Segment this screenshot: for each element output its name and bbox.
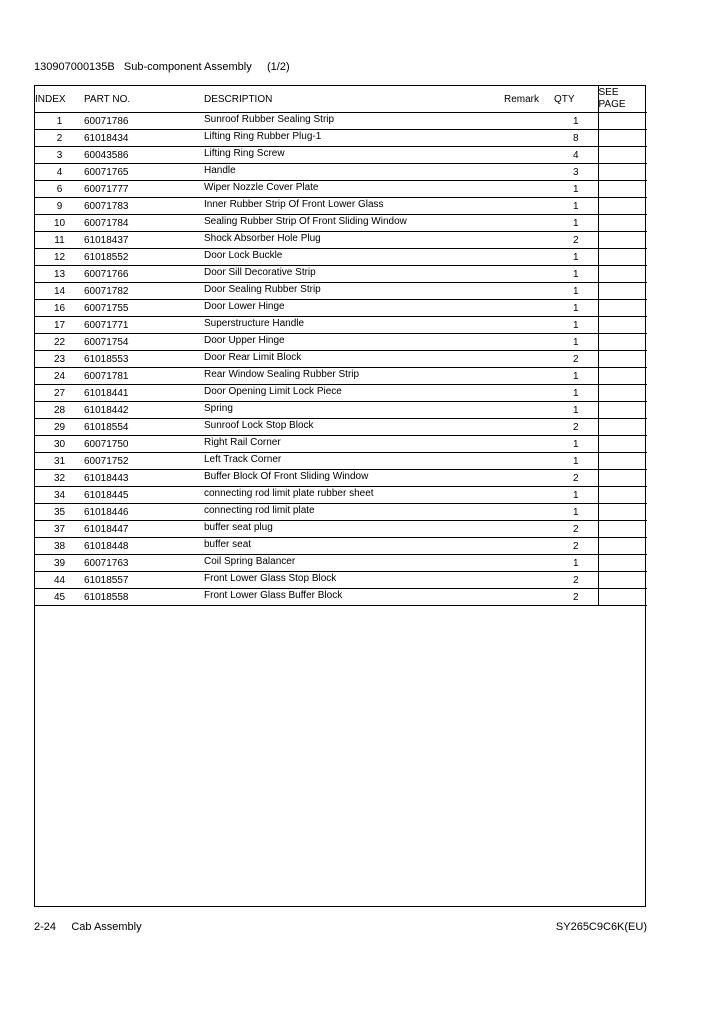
cell-remark bbox=[504, 419, 554, 436]
doc-number: 130907000135B bbox=[34, 61, 115, 73]
cell-qty: 1 bbox=[554, 181, 598, 198]
cell-see-page bbox=[598, 555, 647, 572]
table-row bbox=[35, 113, 647, 130]
cell-remark bbox=[504, 130, 554, 147]
table-row bbox=[35, 147, 647, 164]
cell-remark bbox=[504, 249, 554, 266]
cell-part-no: 61018445 bbox=[84, 487, 204, 504]
cell-index: 38 bbox=[35, 538, 84, 555]
cell-see-page bbox=[598, 164, 647, 181]
description-text: Sealing Rubber Strip Of Front Sliding Window bbox=[204, 215, 407, 227]
cell-description bbox=[204, 538, 504, 555]
cell-description bbox=[204, 334, 504, 351]
description-text: Door Rear Limit Block bbox=[204, 351, 302, 363]
cell-qty: 1 bbox=[554, 368, 598, 385]
description-text: Lifting Ring Rubber Plug-1 bbox=[204, 130, 322, 142]
cell-index: 28 bbox=[35, 402, 84, 419]
cell-description bbox=[204, 589, 504, 606]
cell-part-no: 60071777 bbox=[84, 181, 204, 198]
cell-see-page bbox=[598, 453, 647, 470]
cell-qty: 1 bbox=[554, 283, 598, 300]
cell-remark bbox=[504, 317, 554, 334]
description-text: Door Lock Buckle bbox=[204, 249, 283, 261]
see-label: SEE bbox=[598, 87, 619, 98]
description-text: Rear Window Sealing Rubber Strip bbox=[204, 368, 360, 380]
table-row bbox=[35, 436, 647, 453]
cell-index: 6 bbox=[35, 181, 84, 198]
cell-qty: 3 bbox=[554, 164, 598, 181]
cell-part-no: 60071763 bbox=[84, 555, 204, 572]
column-header-see-page bbox=[598, 86, 647, 113]
cell-see-page bbox=[598, 147, 647, 164]
table-row bbox=[35, 130, 647, 147]
cell-part-no: 61018437 bbox=[84, 232, 204, 249]
cell-description bbox=[204, 130, 504, 147]
cell-qty: 2 bbox=[554, 521, 598, 538]
cell-see-page bbox=[598, 521, 647, 538]
page-number: 2-24 bbox=[34, 921, 57, 933]
table-row bbox=[35, 504, 647, 521]
cell-index: 3 bbox=[35, 147, 84, 164]
cell-index: 17 bbox=[35, 317, 84, 334]
cell-index: 32 bbox=[35, 470, 84, 487]
footer-left bbox=[34, 921, 142, 933]
cell-see-page bbox=[598, 317, 647, 334]
cell-part-no: 61018434 bbox=[84, 130, 204, 147]
cell-qty: 1 bbox=[554, 334, 598, 351]
cell-remark bbox=[504, 164, 554, 181]
cell-see-page bbox=[598, 470, 647, 487]
cell-part-no: 61018558 bbox=[84, 589, 204, 606]
cell-see-page bbox=[598, 538, 647, 555]
description-text: Sunroof Lock Stop Block bbox=[204, 419, 314, 431]
cell-description bbox=[204, 351, 504, 368]
description-text: Door Sealing Rubber Strip bbox=[204, 283, 321, 295]
description-text: Wiper Nozzle Cover Plate bbox=[204, 181, 319, 193]
cell-see-page bbox=[598, 589, 647, 606]
cell-qty: 2 bbox=[554, 538, 598, 555]
cell-qty: 2 bbox=[554, 419, 598, 436]
description-text: connecting rod limit plate bbox=[204, 504, 315, 516]
cell-remark bbox=[504, 283, 554, 300]
table-row bbox=[35, 351, 647, 368]
cell-see-page bbox=[598, 130, 647, 147]
cell-remark bbox=[504, 385, 554, 402]
description-text: Sunroof Rubber Sealing Strip bbox=[204, 113, 335, 125]
table-row bbox=[35, 317, 647, 334]
cell-part-no: 60071786 bbox=[84, 113, 204, 130]
cell-qty: 1 bbox=[554, 215, 598, 232]
cell-qty: 1 bbox=[554, 436, 598, 453]
description-text: Superstructure Handle bbox=[204, 317, 305, 329]
cell-description bbox=[204, 317, 504, 334]
cell-part-no: 61018447 bbox=[84, 521, 204, 538]
cell-part-no: 61018442 bbox=[84, 402, 204, 419]
assembly-name: Sub-component Assembly bbox=[123, 61, 252, 73]
cell-remark bbox=[504, 402, 554, 419]
cell-remark bbox=[504, 266, 554, 283]
table-row bbox=[35, 453, 647, 470]
cell-remark bbox=[504, 232, 554, 249]
table-row bbox=[35, 164, 647, 181]
cell-description bbox=[204, 504, 504, 521]
cell-part-no: 60071750 bbox=[84, 436, 204, 453]
cell-qty: 8 bbox=[554, 130, 598, 147]
table-row bbox=[35, 215, 647, 232]
cell-qty: 1 bbox=[554, 249, 598, 266]
table-row bbox=[35, 266, 647, 283]
cell-index: 23 bbox=[35, 351, 84, 368]
cell-part-no: 61018553 bbox=[84, 351, 204, 368]
cell-remark bbox=[504, 487, 554, 504]
cell-see-page bbox=[598, 351, 647, 368]
description-text: Door Upper Hinge bbox=[204, 334, 285, 346]
cell-remark bbox=[504, 436, 554, 453]
description-text: buffer seat bbox=[204, 538, 252, 550]
cell-qty: 2 bbox=[554, 351, 598, 368]
cell-part-no: 60071752 bbox=[84, 453, 204, 470]
cell-description bbox=[204, 368, 504, 385]
cell-index: 37 bbox=[35, 521, 84, 538]
cell-see-page bbox=[598, 368, 647, 385]
cell-index: 11 bbox=[35, 232, 84, 249]
document-header bbox=[34, 61, 290, 73]
table-row bbox=[35, 385, 647, 402]
cell-qty: 1 bbox=[554, 504, 598, 521]
cell-part-no: 60071784 bbox=[84, 215, 204, 232]
cell-description bbox=[204, 555, 504, 572]
cell-see-page bbox=[598, 181, 647, 198]
cell-index: 44 bbox=[35, 572, 84, 589]
cell-description bbox=[204, 215, 504, 232]
cell-description bbox=[204, 385, 504, 402]
cell-description bbox=[204, 181, 504, 198]
cell-remark bbox=[504, 181, 554, 198]
cell-index: 2 bbox=[35, 130, 84, 147]
table-header-row bbox=[35, 86, 647, 113]
table-row bbox=[35, 283, 647, 300]
cell-index: 16 bbox=[35, 300, 84, 317]
description-text: Spring bbox=[204, 402, 233, 414]
cell-qty: 1 bbox=[554, 385, 598, 402]
cell-description bbox=[204, 300, 504, 317]
description-text: Shock Absorber Hole Plug bbox=[204, 232, 321, 244]
cell-see-page bbox=[598, 215, 647, 232]
cell-see-page bbox=[598, 300, 647, 317]
cell-remark bbox=[504, 215, 554, 232]
cell-qty: 1 bbox=[554, 198, 598, 215]
cell-index: 31 bbox=[35, 453, 84, 470]
cell-remark bbox=[504, 504, 554, 521]
cell-see-page bbox=[598, 419, 647, 436]
cell-see-page bbox=[598, 504, 647, 521]
cell-index: 9 bbox=[35, 198, 84, 215]
cell-description bbox=[204, 470, 504, 487]
table-row bbox=[35, 470, 647, 487]
cell-see-page bbox=[598, 283, 647, 300]
cell-qty: 1 bbox=[554, 453, 598, 470]
cell-index: 10 bbox=[35, 215, 84, 232]
column-header-description: DESCRIPTION bbox=[204, 86, 504, 113]
cell-description bbox=[204, 249, 504, 266]
parts-list-frame bbox=[34, 85, 646, 907]
table-row bbox=[35, 249, 647, 266]
cell-index: 1 bbox=[35, 113, 84, 130]
column-header-index: INDEX bbox=[35, 86, 84, 113]
cell-remark bbox=[504, 470, 554, 487]
cell-see-page bbox=[598, 487, 647, 504]
description-text: Inner Rubber Strip Of Front Lower Glass bbox=[204, 198, 384, 210]
cell-qty: 2 bbox=[554, 232, 598, 249]
description-text: connecting rod limit plate rubber sheet bbox=[204, 487, 374, 499]
cell-qty: 2 bbox=[554, 572, 598, 589]
cell-part-no: 60071781 bbox=[84, 368, 204, 385]
cell-index: 35 bbox=[35, 504, 84, 521]
cell-qty: 2 bbox=[554, 589, 598, 606]
cell-see-page bbox=[598, 249, 647, 266]
description-text: Buffer Block Of Front Sliding Window bbox=[204, 470, 369, 482]
description-text: Door Lower Hinge bbox=[204, 300, 285, 312]
cell-see-page bbox=[598, 232, 647, 249]
cell-part-no: 61018557 bbox=[84, 572, 204, 589]
cell-qty: 4 bbox=[554, 147, 598, 164]
cell-part-no: 60071765 bbox=[84, 164, 204, 181]
table-row bbox=[35, 334, 647, 351]
table-row bbox=[35, 198, 647, 215]
description-text: Door Sill Decorative Strip bbox=[204, 266, 316, 278]
cell-remark bbox=[504, 453, 554, 470]
table-row bbox=[35, 538, 647, 555]
cell-qty: 1 bbox=[554, 300, 598, 317]
table-row bbox=[35, 555, 647, 572]
cell-description bbox=[204, 232, 504, 249]
description-text: Front Lower Glass Stop Block bbox=[204, 572, 337, 584]
cell-qty: 1 bbox=[554, 113, 598, 130]
cell-remark bbox=[504, 589, 554, 606]
cell-see-page bbox=[598, 334, 647, 351]
table-row bbox=[35, 487, 647, 504]
cell-description bbox=[204, 521, 504, 538]
cell-see-page bbox=[598, 436, 647, 453]
cell-qty: 1 bbox=[554, 317, 598, 334]
cell-see-page bbox=[598, 266, 647, 283]
cell-description bbox=[204, 436, 504, 453]
cell-see-page bbox=[598, 385, 647, 402]
cell-description bbox=[204, 147, 504, 164]
cell-remark bbox=[504, 368, 554, 385]
table-row bbox=[35, 300, 647, 317]
cell-part-no: 60071755 bbox=[84, 300, 204, 317]
cell-description bbox=[204, 198, 504, 215]
page-label: PAGE bbox=[598, 99, 626, 110]
cell-description bbox=[204, 419, 504, 436]
table-row bbox=[35, 419, 647, 436]
cell-part-no: 60043586 bbox=[84, 147, 204, 164]
section-name: Cab Assembly bbox=[71, 921, 142, 933]
cell-part-no: 61018554 bbox=[84, 419, 204, 436]
cell-remark bbox=[504, 538, 554, 555]
cell-see-page bbox=[598, 402, 647, 419]
cell-index: 12 bbox=[35, 249, 84, 266]
cell-part-no: 61018443 bbox=[84, 470, 204, 487]
cell-index: 27 bbox=[35, 385, 84, 402]
cell-index: 22 bbox=[35, 334, 84, 351]
description-text: buffer seat plug bbox=[204, 521, 273, 533]
cell-remark bbox=[504, 572, 554, 589]
cell-index: 29 bbox=[35, 419, 84, 436]
cell-description bbox=[204, 453, 504, 470]
cell-qty: 1 bbox=[554, 487, 598, 504]
cell-index: 4 bbox=[35, 164, 84, 181]
cell-description bbox=[204, 283, 504, 300]
cell-see-page bbox=[598, 572, 647, 589]
footer-right bbox=[556, 921, 647, 933]
cell-index: 45 bbox=[35, 589, 84, 606]
description-text: Lifting Ring Screw bbox=[204, 147, 285, 159]
cell-remark bbox=[504, 351, 554, 368]
cell-part-no: 60071771 bbox=[84, 317, 204, 334]
description-text: Coil Spring Balancer bbox=[204, 555, 296, 567]
cell-qty: 1 bbox=[554, 402, 598, 419]
cell-index: 24 bbox=[35, 368, 84, 385]
cell-qty: 1 bbox=[554, 555, 598, 572]
cell-qty: 2 bbox=[554, 470, 598, 487]
description-text: Left Track Corner bbox=[204, 453, 282, 465]
column-header-qty: QTY bbox=[554, 86, 598, 113]
cell-index: 34 bbox=[35, 487, 84, 504]
cell-description bbox=[204, 487, 504, 504]
description-text: Door Opening Limit Lock Piece bbox=[204, 385, 342, 397]
cell-see-page bbox=[598, 113, 647, 130]
cell-remark bbox=[504, 521, 554, 538]
cell-remark bbox=[504, 147, 554, 164]
parts-table-body bbox=[35, 113, 647, 606]
table-row bbox=[35, 572, 647, 589]
model-code: SY265C9C6K(EU) bbox=[555, 921, 647, 933]
cell-description bbox=[204, 572, 504, 589]
table-row bbox=[35, 232, 647, 249]
cell-description bbox=[204, 402, 504, 419]
cell-description bbox=[204, 164, 504, 181]
cell-remark bbox=[504, 334, 554, 351]
cell-index: 30 bbox=[35, 436, 84, 453]
cell-remark bbox=[504, 300, 554, 317]
cell-part-no: 60071754 bbox=[84, 334, 204, 351]
description-text: Front Lower Glass Buffer Block bbox=[204, 589, 343, 601]
cell-remark bbox=[504, 113, 554, 130]
cell-remark bbox=[504, 198, 554, 215]
cell-remark bbox=[504, 555, 554, 572]
description-text: Handle bbox=[204, 164, 236, 176]
cell-part-no: 60071783 bbox=[84, 198, 204, 215]
parts-table bbox=[35, 86, 647, 606]
cell-description bbox=[204, 266, 504, 283]
table-row bbox=[35, 368, 647, 385]
cell-part-no: 60071782 bbox=[84, 283, 204, 300]
description-text: Right Rail Corner bbox=[204, 436, 281, 448]
cell-part-no: 61018441 bbox=[84, 385, 204, 402]
table-row bbox=[35, 402, 647, 419]
cell-index: 13 bbox=[35, 266, 84, 283]
cell-part-no: 61018552 bbox=[84, 249, 204, 266]
cell-part-no: 61018448 bbox=[84, 538, 204, 555]
column-header-part-no: PART NO. bbox=[84, 86, 204, 113]
table-row bbox=[35, 589, 647, 606]
cell-description bbox=[204, 113, 504, 130]
cell-part-no: 60071766 bbox=[84, 266, 204, 283]
cell-index: 39 bbox=[35, 555, 84, 572]
cell-qty: 1 bbox=[554, 266, 598, 283]
cell-index: 14 bbox=[35, 283, 84, 300]
cell-see-page bbox=[598, 198, 647, 215]
table-row bbox=[35, 521, 647, 538]
table-row bbox=[35, 181, 647, 198]
page-indicator: (1/2) bbox=[267, 61, 290, 73]
column-header-remark: Remark bbox=[504, 86, 554, 113]
cell-part-no: 61018446 bbox=[84, 504, 204, 521]
